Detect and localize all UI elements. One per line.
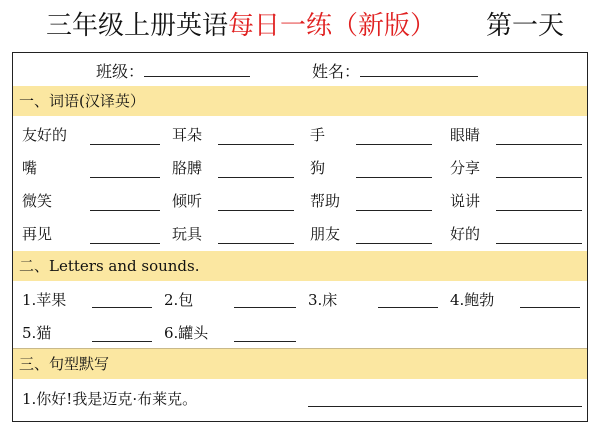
vocab-word: 朋友 — [310, 225, 341, 243]
vocab-word: 狗 — [310, 159, 326, 177]
phonics-item: 4.鲍勃 — [450, 291, 495, 309]
vocab-word: 倾听 — [172, 192, 203, 210]
sentence-item: 1.你好!我是迈克·布莱克。 — [22, 390, 198, 408]
vocab-word: 友好的 — [22, 126, 68, 144]
vocab-word: 帮助 — [310, 192, 341, 210]
section1-heading: 一、词语(汉译英） — [13, 86, 587, 116]
answer-blank[interactable] — [90, 177, 160, 178]
answer-blank[interactable] — [234, 341, 296, 342]
answer-blank[interactable] — [92, 307, 152, 308]
class-field — [96, 60, 250, 82]
answer-blank[interactable] — [90, 243, 160, 244]
vocab-word: 再见 — [22, 225, 53, 243]
vocab-word: 分享 — [450, 159, 481, 177]
class-blank[interactable] — [144, 60, 250, 77]
vocab-word: 微笑 — [22, 192, 53, 210]
vocab-word: 耳朵 — [172, 126, 203, 144]
name-label: 姓名： — [312, 62, 361, 81]
worksheet-title — [0, 6, 600, 46]
answer-blank[interactable] — [520, 307, 580, 308]
phonics-item: 5.猫 — [22, 324, 52, 342]
vocab-word: 说讲 — [450, 192, 481, 210]
answer-blank[interactable] — [496, 210, 582, 211]
vocab-word: 手 — [310, 126, 326, 144]
answer-blank[interactable] — [92, 341, 152, 342]
answer-blank[interactable] — [234, 307, 296, 308]
vocab-word: 嘴 — [22, 159, 38, 177]
answer-blank[interactable] — [356, 144, 432, 145]
title-highlight: 每日一练（新版） — [228, 11, 437, 41]
phonics-item: 3.床 — [308, 291, 338, 309]
title-main — [46, 6, 436, 46]
vocab-word: 胳膊 — [172, 159, 203, 177]
answer-blank[interactable] — [496, 144, 582, 145]
answer-blank[interactable] — [218, 243, 294, 244]
answer-blank[interactable] — [356, 177, 432, 178]
answer-blank[interactable] — [308, 406, 582, 407]
section2-heading: 二、Letters and sounds. — [13, 251, 587, 281]
day-label: 第一天 — [486, 11, 565, 41]
title-prefix: 三年级上册英语 — [46, 11, 229, 41]
class-label: 班级： — [96, 62, 145, 81]
vocab-word: 玩具 — [172, 225, 203, 243]
answer-blank[interactable] — [496, 177, 582, 178]
answer-blank[interactable] — [496, 243, 582, 244]
phonics-item: 2.包 — [164, 291, 194, 309]
vocab-word: 眼睛 — [450, 126, 481, 144]
phonics-item: 1.苹果 — [22, 291, 67, 309]
vocab-word: 好的 — [450, 225, 481, 243]
answer-blank[interactable] — [218, 210, 294, 211]
answer-blank[interactable] — [356, 210, 432, 211]
answer-blank[interactable] — [90, 144, 160, 145]
section3-heading: 三、句型默写 — [13, 349, 587, 379]
name-field — [312, 60, 478, 82]
answer-blank[interactable] — [356, 243, 432, 244]
phonics-item: 6.罐头 — [164, 324, 209, 342]
name-blank[interactable] — [360, 60, 478, 77]
answer-blank[interactable] — [218, 177, 294, 178]
answer-blank[interactable] — [90, 210, 160, 211]
answer-blank[interactable] — [218, 144, 294, 145]
answer-blank[interactable] — [378, 307, 438, 308]
